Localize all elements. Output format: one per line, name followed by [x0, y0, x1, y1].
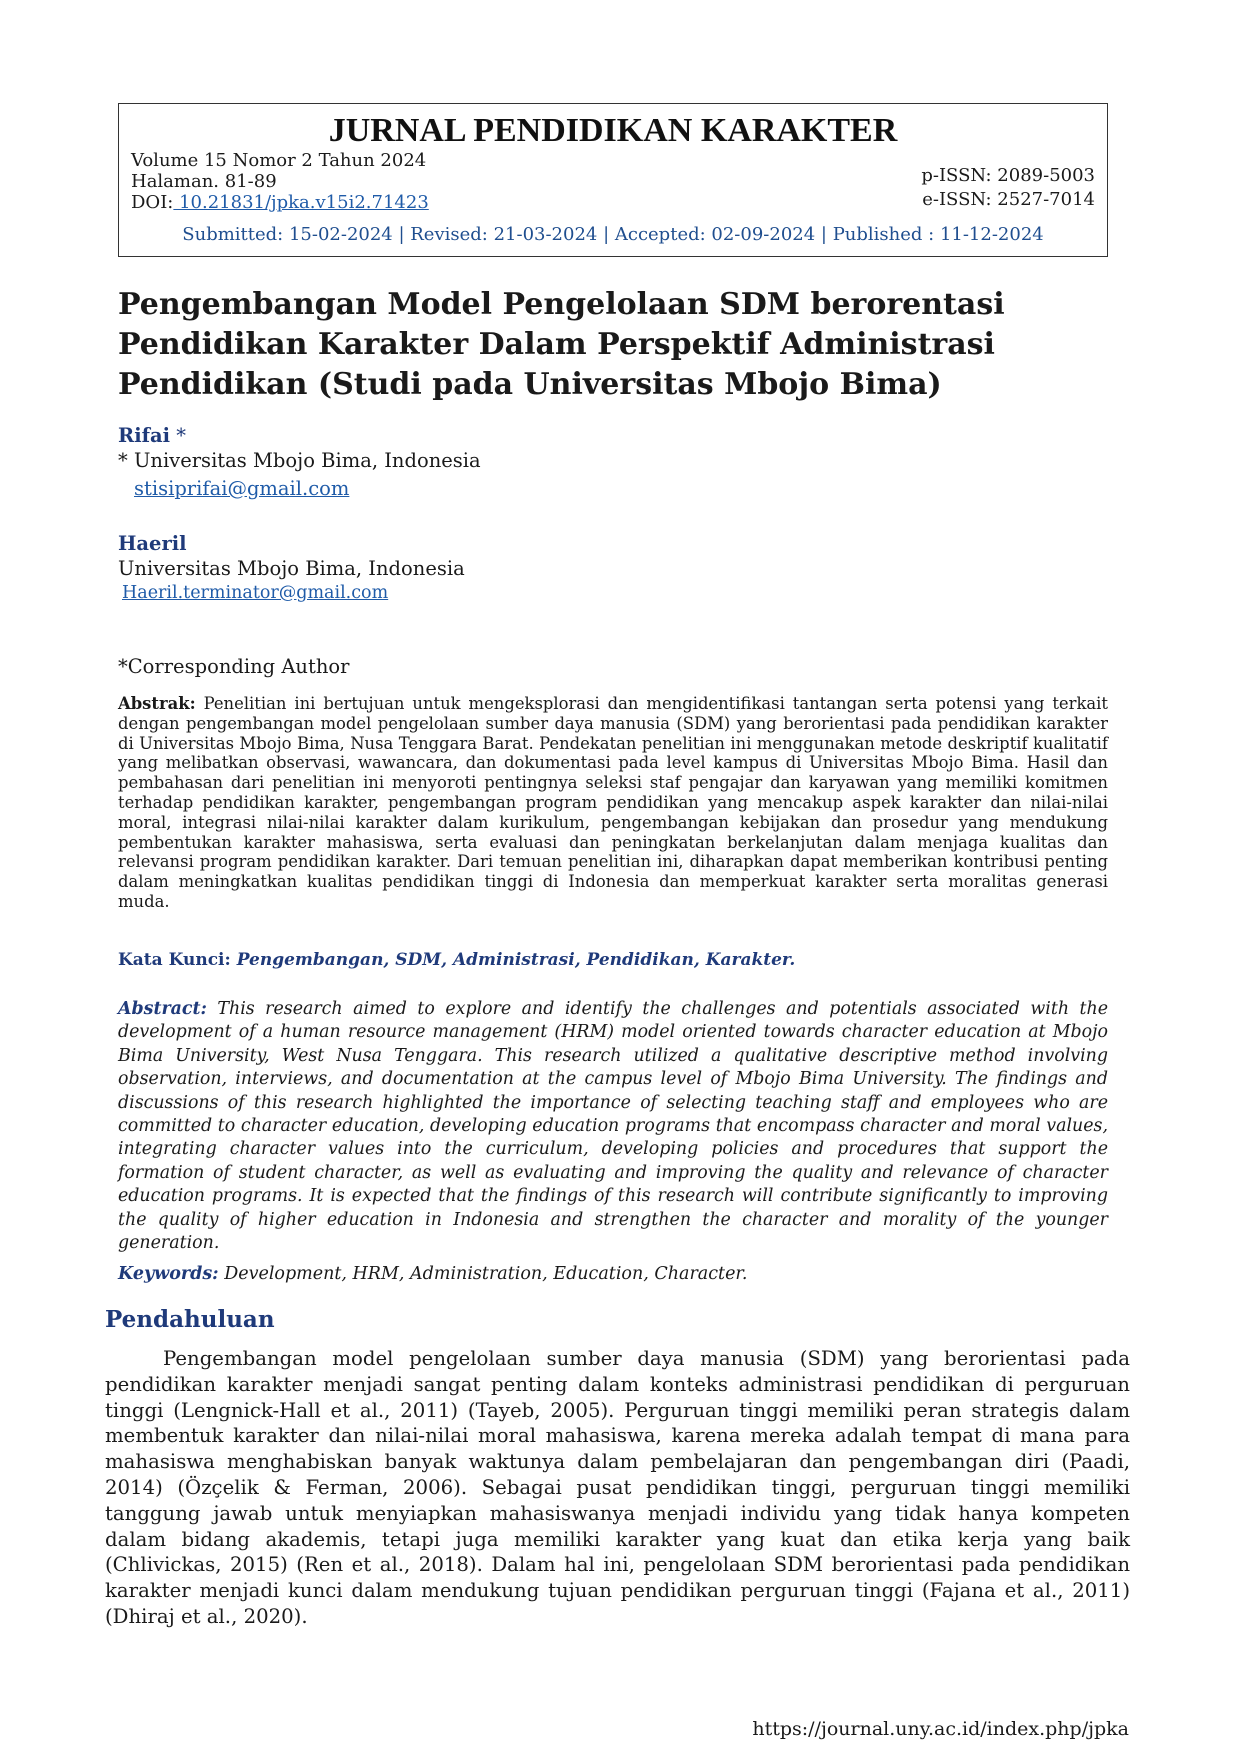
author-line — [118, 531, 465, 556]
journal-title: JURNAL PENDIDIKAN KARAKTER — [328, 112, 898, 149]
kata-kunci-line — [118, 950, 1108, 970]
abstrak-label: Abstrak: — [118, 694, 196, 713]
abstrak-text: Penelitian ini bertujuan untuk mengeksplorasi dan mengidentifikasi tantangan serta potensi yang terkait dengan pengembangan model pengelolaan sumber daya manusia (SDM) yang berorientasi pada pendidikan karakter di Universitas Mbojo Bima, Nusa Tenggara Barat. Pendekatan penelitian ini menggunakan metode deskriptif kualitatif yang melibatkan observasi, wawancara, dan dokumentasi pada level kampus di Universitas Mbojo Bima. Hasil dan pembahasan dari penelitian ini menyoroti pentingnya seleksi staf pengajar dan karyawan yang memiliki komitmen terhadap pendidikan karakter, pengembangan program pendidikan yang mencakup aspek karakter dan nilai-nilai moral, integrasi nilai-nilai karakter dalam kurikulum, pengembangan kebijakan dan prosedur yang mendukung pembentukan karakter mahasiswa, serta evaluasi dan peningkatan berkelanjutan dalam menjaga kualitas dan relevansi program pendidikan karakter. Dari temuan penelitian ini, diharapkan dapat memberikan kontribusi penting dalam meningkatkan kualitas pendidikan tinggi di Indonesia dan memperkuat karakter serta moralitas generasi muda. — [118, 694, 1108, 911]
keywords-values: Development, HRM, Administration, Education, Character. — [218, 1264, 748, 1284]
intro-paragraph: Pengembangan model pengelolaan sumber daya manusia (SDM) yang berorientasi pada pendidikan karakter menjadi sangat penting dalam konteks administrasi pendidikan di perguruan tinggi (Lengnick-Hall et al., 2011) (Tayeb, 2005). Perguruan tinggi memiliki peran strategis dalam membentuk karakter dan nilai-nilai moral mahasiswa, karena mereka adalah tempat di mana para mahasiswa menghabiskan banyak waktunya dalam pembelajaran dan pengembangan diri (Paadi, 2014) (Özçelik & Ferman, 2006). Sebagai pusat pendidikan tinggi, perguruan tinggi memiliki tanggung jawab untuk menyiapkan mahasiswanya menjadi individu yang tidak hanya kompeten dalam bidang akademis, tetapi juga memiliki karakter yang kuat dan etika kerja yang baik (Chlivickas, 2015) (Ren et al., 2018). Dalam hal ini, pengelolaan SDM berorientasi pada pendidikan karakter menjadi kunci dalam mendukung tujuan pendidikan perguruan tinggi (Fajana et al., 2011) (Dhiraj et al., 2020). — [105, 1347, 1130, 1628]
doi-line — [131, 192, 429, 213]
volume-info: Volume 15 Nomor 2 Tahun 2024 — [131, 150, 427, 171]
publication-dates: Submitted: 15-02-2024 | Revised: 21-03-2024 | Accepted: 02-09-2024 | Published : 11-12-2024 — [182, 224, 1044, 245]
paper-title: Pengembangan Model Pengelolaan SDM berorentasi Pendidikan Karakter Dalam Perspektif Administrasi Pendidikan (Studi pada Universitas Mbojo Bima) — [118, 287, 1005, 402]
doi-link[interactable]: 10.21831/jpka.v15i2.71423 — [173, 192, 429, 213]
section-heading: Pendahuluan — [105, 1306, 275, 1333]
keywords-line — [118, 1264, 1108, 1284]
email-line — [118, 476, 481, 501]
author-block-2 — [118, 531, 465, 606]
keywords-label: Keywords: — [118, 1264, 219, 1284]
p-issn: p-ISSN: 2089-5003 — [921, 165, 1095, 186]
e-issn: e-ISSN: 2527-7014 — [922, 189, 1095, 210]
author-email[interactable]: Haeril.terminator@gmail.com — [122, 583, 389, 603]
issn-info — [921, 164, 1095, 212]
abstract-label: Abstract: — [118, 999, 207, 1019]
footer-url[interactable]: https://journal.uny.ac.id/index.php/jpka — [752, 1718, 1129, 1740]
email-line — [118, 581, 465, 606]
author-line — [118, 423, 481, 448]
author-email[interactable]: stisiprifai@gmail.com — [134, 477, 350, 500]
kata-kunci-values: Pengembangan, SDM, Administrasi, Pendidikan, Karakter. — [230, 950, 796, 970]
author-block-1 — [118, 423, 481, 501]
abstract-paragraph — [118, 998, 1108, 1255]
author-affiliation: Universitas Mbojo Bima, Indonesia — [118, 557, 465, 580]
issue-info — [131, 150, 429, 213]
author-name: Haeril — [118, 532, 187, 555]
pages-info: Halaman. 81-89 — [131, 171, 277, 192]
kata-kunci-label: Kata Kunci: — [118, 950, 231, 970]
abstrak-paragraph — [118, 694, 1108, 912]
author-name: Rifai — [118, 424, 171, 447]
abstract-text: This research aimed to explore and identify the challenges and potentials associated with the development of a human resource management (HRM) model oriented towards character education at Mbojo Bima University, West Nusa Tenggara. This research utilized a qualitative descriptive method involving observation, interviews, and documentation at the campus level of Mbojo Bima University. The findings and discussions of this research highlighted the importance of selecting teaching staff and employees who are committed to character education, developing education programs that encompass character and moral values, integrating character values into the curriculum, developing policies and procedures that support the formation of student character, as well as evaluating and improving the quality and relevance of character education programs. It is expected that the findings of this research will contribute significantly to improving the quality of higher education in Indonesia and strengthen the character and morality of the younger generation. — [118, 999, 1108, 1254]
author-affiliation: * Universitas Mbojo Bima, Indonesia — [118, 449, 481, 472]
journal-header-box — [118, 103, 1108, 257]
corresponding-author-note: *Corresponding Author — [118, 655, 350, 678]
author-marker: * — [170, 424, 186, 447]
doi-label: DOI: — [131, 192, 174, 213]
